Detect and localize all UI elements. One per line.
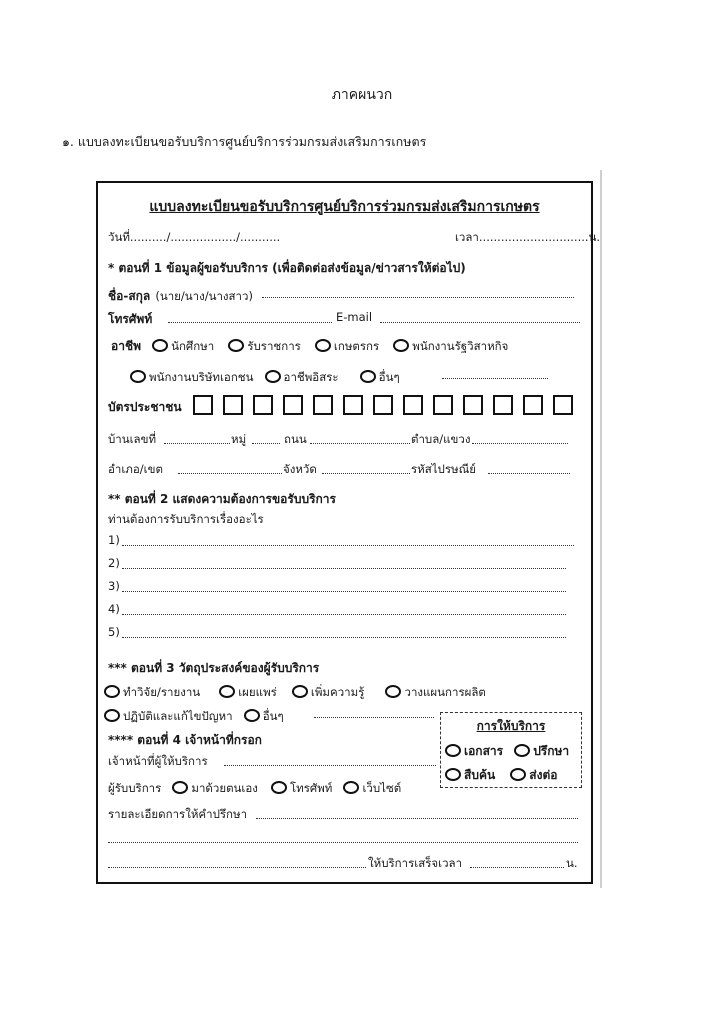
occupation-other-field[interactable] — [442, 378, 548, 379]
road-field[interactable] — [310, 443, 410, 444]
village-label: หมู่ — [231, 432, 247, 446]
recipient-label: ผู้รับบริการ — [108, 781, 162, 795]
consult-details-field-line-3[interactable] — [108, 867, 366, 868]
name-label: ชื่อ-สกุล — [108, 289, 151, 303]
name-hint: (นาย/นาง/นางสาว) — [155, 289, 253, 303]
section-subheading: ๑. แบบลงทะเบียนขอรับบริการศูนย์บริการร่วมกรมส่งเสริมการเกษตร — [62, 134, 427, 149]
service-row-1 — [445, 740, 569, 761]
occupation-state-enterprise-radio[interactable] — [393, 339, 409, 352]
channel-option: เว็บไซต์ — [362, 781, 402, 795]
purpose-research-radio[interactable] — [104, 685, 120, 698]
part2-heading: ** ตอนที่ 2 แสดงความต้องการขอรับบริการ — [108, 492, 336, 506]
subdistrict-label: ตำบล/แขวง — [411, 432, 471, 446]
part3-heading: *** ตอนที่ 3 วัตถุประสงค์ของผู้รับบริการ — [108, 661, 320, 675]
purpose-option: วางแผนการผลิต — [404, 685, 486, 699]
channel-walk-in-radio[interactable] — [172, 781, 188, 794]
form-title: แบบลงทะเบียนขอรับบริการศูนย์บริการร่วมกรมส่งเสริมการเกษตร — [149, 199, 540, 215]
id-digit-box[interactable] — [283, 395, 303, 415]
phone-field[interactable] — [168, 322, 332, 323]
occupation-government-radio[interactable] — [228, 339, 244, 352]
service-document-radio[interactable] — [445, 744, 461, 757]
purpose-option: เพิ่มความรู้ — [310, 685, 365, 699]
occupation-label: อาชีพ — [111, 339, 141, 353]
house-number-label: บ้านเลขที่ — [108, 432, 157, 446]
service-forward-radio[interactable] — [510, 768, 526, 781]
purpose-knowledge-radio[interactable] — [292, 685, 308, 698]
channel-website-radio[interactable] — [343, 781, 359, 794]
service-option: ปรึกษา — [533, 744, 570, 758]
email-label: E-mail — [336, 310, 373, 324]
service-search-radio[interactable] — [445, 768, 461, 781]
id-digit-box[interactable] — [193, 395, 213, 415]
request-item-number: 3) — [108, 579, 120, 593]
part2-question: ท่านต้องการรับบริการเรื่องอะไร — [108, 512, 264, 526]
occupation-student-radio[interactable] — [152, 339, 168, 352]
request-item-number: 2) — [108, 556, 120, 570]
request-item-field[interactable] — [122, 614, 566, 615]
request-item-field[interactable] — [122, 545, 574, 546]
part4-heading: **** ตอนที่ 4 เจ้าหน้าที่กรอก — [108, 733, 262, 747]
occupation-freelance-radio[interactable] — [265, 370, 281, 383]
purpose-row-2 — [104, 705, 284, 726]
occupation-other-radio[interactable] — [360, 370, 376, 383]
id-digit-box[interactable] — [253, 395, 273, 415]
id-digit-box[interactable] — [553, 395, 573, 415]
id-digit-box[interactable] — [463, 395, 483, 415]
channel-option: มาด้วยตนเอง — [191, 781, 258, 795]
occupation-option: นักศึกษา — [171, 339, 215, 353]
district-label: อำเภอ/เขต — [108, 462, 163, 476]
name-field[interactable] — [262, 297, 574, 298]
completed-time-label: ให้บริการเสร็จเวลา — [368, 856, 463, 870]
purpose-row-1 — [104, 681, 486, 702]
occupation-option: เกษตรกร — [333, 339, 380, 353]
id-digit-box[interactable] — [313, 395, 333, 415]
request-item-number: 1) — [108, 533, 120, 547]
service-row-2 — [445, 764, 557, 785]
part1-heading: * ตอนที่ 1 ข้อมูลผู้ขอรับบริการ (เพื่อติดต่อส่งข้อมูล/ข่าวสารให้ต่อไป) — [108, 261, 466, 275]
id-digit-box[interactable] — [433, 395, 453, 415]
occupation-option: อาชีพอิสระ — [283, 370, 339, 384]
page-edge-line — [600, 170, 602, 888]
purpose-option: ปฏิบัติและแก้ไขปัญหา — [123, 709, 233, 723]
house-number-field[interactable] — [164, 443, 230, 444]
request-item-number: 4) — [108, 602, 120, 616]
channel-option: โทรศัพท์ — [289, 781, 333, 795]
time-field[interactable]: เวลา..............................น. — [455, 230, 601, 244]
consult-details-field-line-2[interactable] — [108, 842, 578, 843]
purpose-other-radio[interactable] — [244, 709, 260, 722]
request-item-field[interactable] — [122, 637, 566, 638]
consult-details-label: รายละเอียดการให้คำปรึกษา — [108, 807, 248, 821]
name-row — [108, 285, 253, 306]
province-label: จังหวัด — [283, 462, 317, 476]
occupation-row-2 — [130, 366, 400, 387]
village-field[interactable] — [252, 443, 280, 444]
occupation-private-company-radio[interactable] — [130, 370, 146, 383]
completed-time-unit: น. — [566, 856, 578, 870]
recipient-row — [108, 777, 401, 798]
request-item-field[interactable] — [122, 591, 566, 592]
id-digit-box[interactable] — [403, 395, 423, 415]
email-field[interactable] — [380, 322, 580, 323]
id-digit-box[interactable] — [223, 395, 243, 415]
postal-code-label: รหัสไปรษณีย์ — [411, 462, 477, 476]
service-option: ส่งต่อ — [529, 768, 558, 782]
purpose-option: ทำวิจัย/รายงาน — [123, 685, 201, 699]
page-heading: ภาคผนวก — [331, 87, 393, 103]
subdistrict-field[interactable] — [472, 443, 568, 444]
date-field[interactable]: วันที่........../................../........... — [108, 230, 281, 244]
purpose-option: อื่นๆ — [262, 709, 284, 723]
purpose-planning-radio[interactable] — [385, 685, 401, 698]
district-field[interactable] — [178, 473, 282, 474]
officer-field[interactable] — [224, 765, 436, 766]
id-digit-box[interactable] — [373, 395, 393, 415]
phone-label: โทรศัพท์ — [108, 312, 153, 326]
service-option: เอกสาร — [464, 744, 504, 758]
occupation-option: พนักงานรัฐวิสาหกิจ — [412, 339, 509, 353]
request-item-number: 5) — [108, 625, 120, 639]
occupation-option: พนักงานบริษัทเอกชน — [149, 370, 254, 384]
purpose-option: เผยแพร่ — [238, 685, 277, 699]
id-digit-box[interactable] — [493, 395, 513, 415]
road-label: ถนน — [284, 432, 307, 446]
channel-phone-radio[interactable] — [271, 781, 287, 794]
purpose-problem-solving-radio[interactable] — [104, 709, 120, 722]
request-item-field[interactable] — [122, 568, 566, 569]
consult-details-field[interactable] — [256, 818, 578, 819]
officer-label: เจ้าหน้าที่ผู้ให้บริการ — [108, 754, 208, 768]
service-option: สืบค้น — [464, 768, 496, 782]
service-consult-radio[interactable] — [514, 744, 530, 757]
occupation-option: อื่นๆ — [378, 370, 400, 384]
purpose-publish-radio[interactable] — [219, 685, 235, 698]
completed-time-field[interactable] — [470, 867, 564, 868]
service-box-title: การให้บริการ — [476, 719, 546, 733]
id-digit-box[interactable] — [523, 395, 543, 415]
postal-code-field[interactable] — [488, 473, 570, 474]
purpose-other-field[interactable] — [314, 717, 434, 718]
occupation-option: รับราชการ — [247, 339, 301, 353]
id-card-label: บัตรประชาชน — [108, 400, 182, 414]
id-digit-box[interactable] — [343, 395, 363, 415]
occupation-row-1 — [111, 335, 508, 356]
province-field[interactable] — [322, 473, 410, 474]
occupation-farmer-radio[interactable] — [315, 339, 331, 352]
